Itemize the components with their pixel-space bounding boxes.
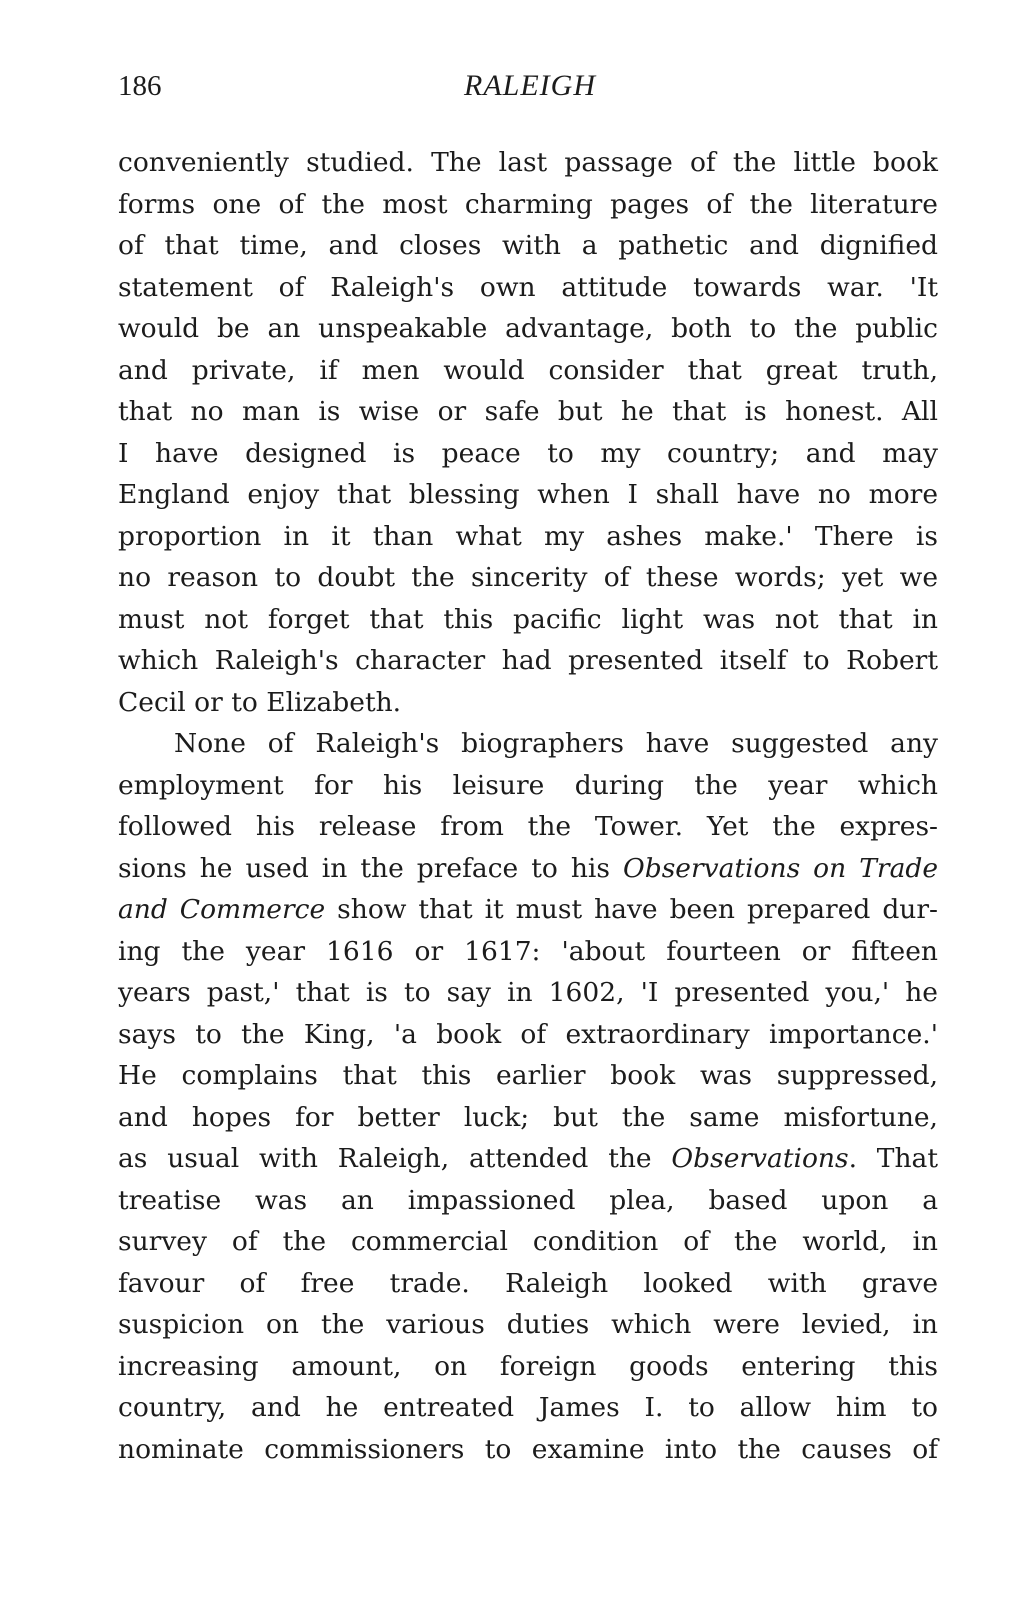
text-line: England enjoy that blessing when I shall have no more [118, 479, 938, 510]
text-line: and private, if men would consider that great truth, [118, 354, 938, 386]
text-line: forms one of the most charming pages of the literature [118, 188, 938, 220]
text-line: increasing amount, on foreign goods entering this [118, 1350, 938, 1382]
text-line: favour of free trade. Raleigh looked with grave [118, 1267, 938, 1299]
text-line: of that time, and closes with a pathetic and dignified [118, 230, 938, 261]
text-line: and hopes for better luck; but the same misfortune, [118, 1101, 938, 1133]
text-line: must not forget that this pacific light was not that in [118, 603, 938, 635]
running-title: RALEIGH [464, 69, 596, 102]
text-line: conveniently studied. The last passage of the little book [118, 147, 938, 178]
text-line: which Raleigh's character had presented itself to Robert [118, 645, 938, 676]
text-line: statement of Raleigh's own attitude towards war. 'It [118, 271, 938, 303]
text-line: proportion in it than what my ashes make.' There is [118, 520, 938, 552]
italic-title: Observations on Trade [623, 852, 939, 884]
text-line: suspicion on the various duties which were levied, in [118, 1309, 938, 1340]
page-number: 186 [118, 70, 162, 102]
text-line: employment for his leisure during the year which [118, 769, 938, 801]
italic-title: and Commerce [118, 894, 326, 925]
text-line: sions he used in the preface to his Observations on Trade [118, 852, 939, 884]
text-line: He complains that this earlier book was suppressed, [118, 1060, 938, 1091]
text-line: survey of the commercial condition of the world, in [118, 1226, 938, 1257]
text-line: and Commerce show that it must have been prepared dur- [118, 894, 938, 925]
text-line: country, and he entreated James I. to allow him to [118, 1392, 938, 1423]
text-line: says to the King, 'a book of extraordinary importance.' [118, 1018, 938, 1050]
text-line: years past,' that is to say in 1602, 'I presented you,' he [118, 977, 938, 1008]
text-line: that no man is wise or safe but he that is honest. All [118, 396, 938, 427]
body-text [118, 142, 938, 1470]
running-head [118, 66, 938, 106]
text-line: would be an unspeakable advantage, both to the public [118, 313, 938, 344]
text-line: followed his release from the Tower. Yet the expres- [118, 811, 938, 842]
text-line: as usual with Raleigh, attended the Observations. That [118, 1143, 938, 1174]
text-line: treatise was an impassioned plea, based upon a [118, 1184, 938, 1216]
text-line: Cecil or to Elizabeth. [118, 686, 402, 718]
italic-title: Observations [671, 1143, 849, 1174]
text-line: no reason to doubt the sincerity of these words; yet we [118, 562, 938, 593]
text-line: I have designed is peace to my country; and may [118, 437, 938, 469]
text-line: ing the year 1616 or 1617: 'about fourteen or fifteen [118, 935, 938, 967]
text-line: nominate commissioners to examine into the causes of [118, 1433, 938, 1465]
text-line: None of Raleigh's biographers have suggested any [174, 728, 938, 759]
